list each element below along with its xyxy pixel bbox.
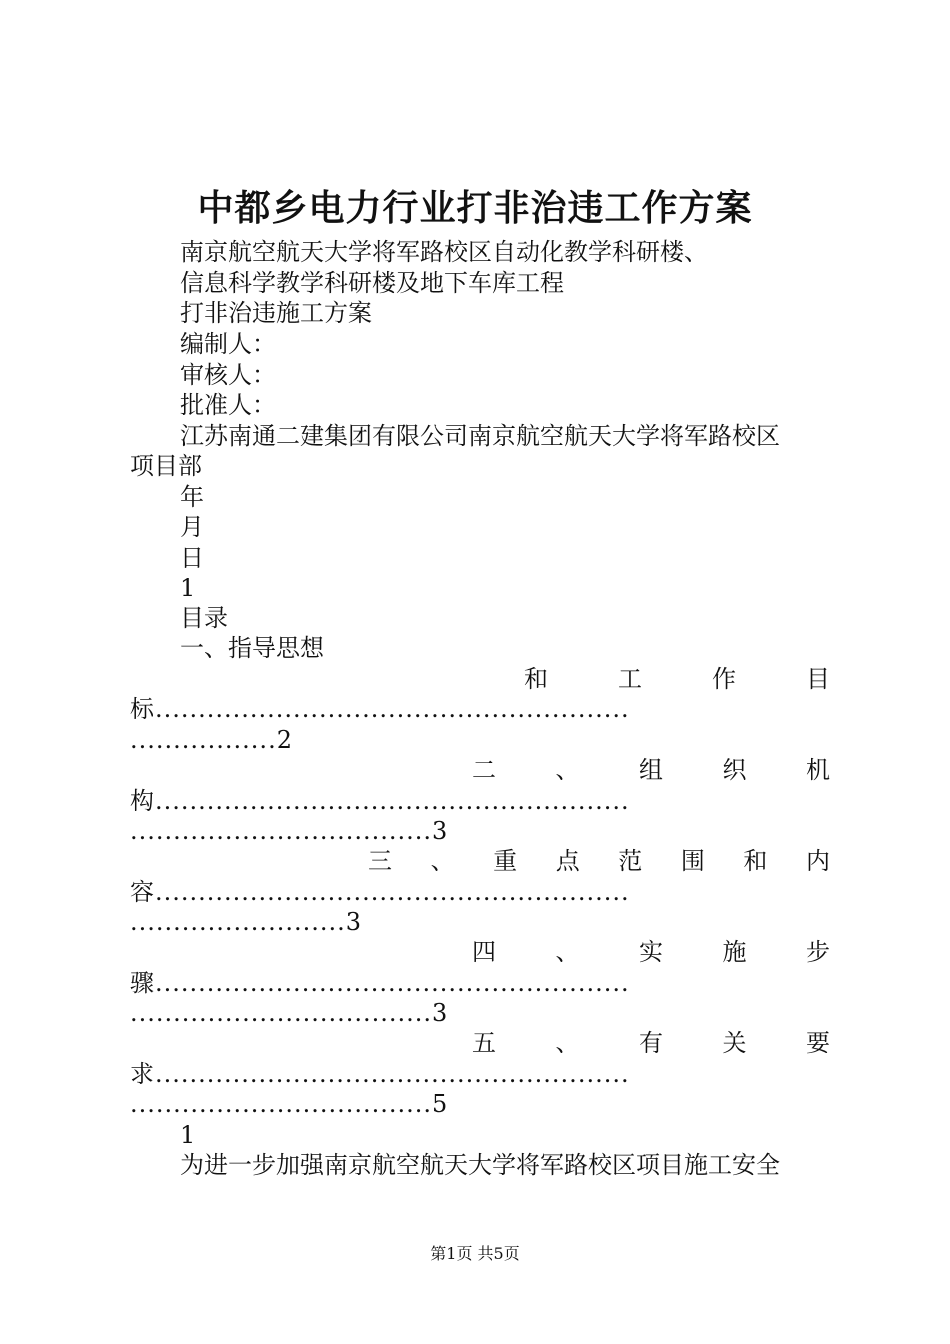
toc-item-3-page: .........................3: [130, 908, 362, 936]
toc-char: 要: [806, 1029, 830, 1057]
toc-char: 、: [430, 847, 455, 875]
toc-item-1-leader: 标.......................................................: [130, 695, 630, 723]
toc-char: 范: [618, 847, 643, 875]
toc-item-2-leader: 构.......................................................: [130, 787, 630, 815]
toc-item-4-spaced: [472, 937, 830, 967]
toc-char: 有: [639, 1029, 663, 1057]
toc-char: 重: [493, 847, 518, 875]
cover-line-1: 南京航空航天大学将军路校区自动化教学科研楼、: [180, 238, 708, 266]
date-year: 年: [180, 483, 204, 511]
document-title: 中都乡电力行业打非治违工作方案: [197, 187, 753, 229]
toc-char: 实: [639, 938, 663, 966]
toc-item-5-leader: 求.......................................................: [130, 1060, 630, 1088]
company-line-2: 项目部: [130, 452, 202, 480]
toc-heading: 目录: [180, 604, 228, 632]
toc-char: 内: [805, 847, 830, 875]
cover-line-2: 信息科学教学科研楼及地下车库工程: [180, 269, 564, 297]
toc-char: 、: [555, 938, 580, 966]
toc-char: 四: [472, 938, 496, 966]
toc-char: 目: [806, 665, 830, 693]
editor-label: 编制人：: [180, 330, 276, 358]
cover-page-number: 1: [180, 574, 196, 602]
toc-item-5-page: ...................................5: [130, 1090, 449, 1118]
toc-char: 施: [722, 938, 747, 966]
toc-char: 和: [524, 665, 548, 693]
toc-char: 、: [555, 756, 580, 784]
toc-char: 围: [680, 847, 705, 875]
company-line-1: 江苏南通二建集团有限公司南京航空航天大学将军路校区: [180, 422, 780, 450]
toc-item-3-spaced: [368, 846, 830, 876]
toc-item-5-spaced: [472, 1028, 830, 1058]
toc-item-1-title: 一、指导思想: [180, 634, 324, 662]
toc-item-2-page: ...................................3: [130, 817, 449, 845]
date-day: 日: [180, 544, 204, 572]
cover-line-3: 打非治违施工方案: [180, 299, 372, 327]
toc-item-3-leader: 容.......................................................: [130, 878, 630, 906]
toc-item-1-page: .................2: [130, 726, 293, 754]
toc-char: 和: [743, 847, 768, 875]
toc-char: 五: [472, 1029, 496, 1057]
toc-char: 工: [618, 665, 642, 693]
toc-char: 步: [806, 938, 830, 966]
body-paragraph-start: 为进一步加强南京航空航天大学将军路校区项目施工安全: [180, 1151, 780, 1179]
toc-char: 机: [806, 756, 830, 784]
toc-item-2-spaced: [472, 755, 830, 785]
toc-item-4-page: ...................................3: [130, 999, 449, 1027]
toc-char: 三: [368, 847, 392, 875]
approver-label: 批准人：: [180, 391, 276, 419]
toc-char: 作: [712, 665, 736, 693]
toc-char: 关: [722, 1029, 747, 1057]
toc-char: 组: [639, 756, 663, 784]
toc-char: 织: [722, 756, 747, 784]
toc-char: 二: [472, 756, 496, 784]
toc-item-4-leader: 骤.......................................................: [130, 969, 630, 997]
toc-char: 点: [555, 847, 580, 875]
page-footer: 第1页 共5页: [430, 1244, 520, 1263]
body-page-number: 1: [180, 1121, 196, 1149]
toc-char: 、: [555, 1029, 580, 1057]
date-month: 月: [180, 513, 204, 541]
reviewer-label: 审核人：: [180, 361, 276, 389]
toc-item-1-spaced: [524, 664, 830, 694]
